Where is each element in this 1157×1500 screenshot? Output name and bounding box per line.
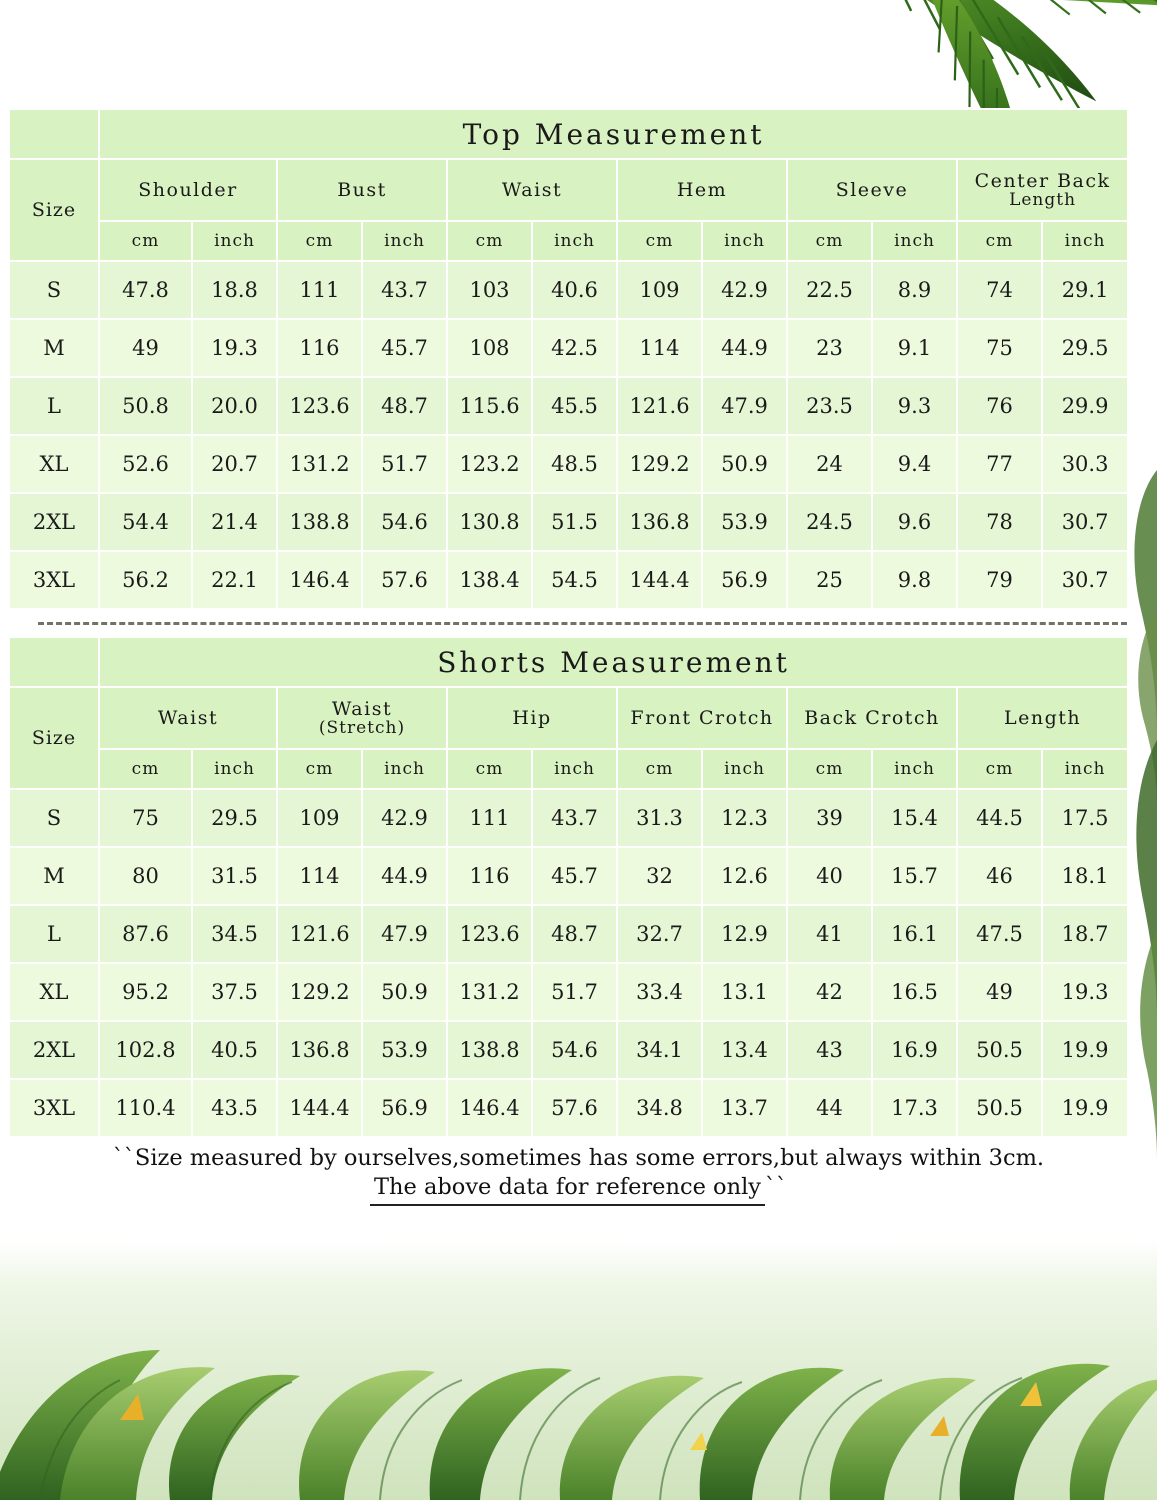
top-cell: 77 (957, 435, 1042, 493)
top-cell: 74 (957, 261, 1042, 319)
shorts-cell: 49 (957, 963, 1042, 1021)
shorts-table-unit-row (9, 749, 1128, 789)
shorts-group-front-crotch: Front Crotch (617, 687, 787, 749)
shorts-cell: 15.7 (872, 847, 957, 905)
top-unit-hem-inch: inch (702, 221, 787, 261)
shorts-cell: 110.4 (99, 1079, 192, 1137)
table-row (9, 789, 1128, 847)
shorts-cell: 57.6 (532, 1079, 617, 1137)
top-measurement-table (8, 108, 1129, 610)
top-unit-sleeve-cm: cm (787, 221, 872, 261)
top-cell: 76 (957, 377, 1042, 435)
shorts-cell: 46 (957, 847, 1042, 905)
footnote-line-1-text: Size measured by ourselves,sometimes has some errors,but always within 3cm. (134, 1145, 1045, 1171)
shorts-cell: 138.8 (447, 1021, 532, 1079)
shorts-cell: 44.9 (362, 847, 447, 905)
shorts-unit-front-crotch-cm: cm (617, 749, 702, 789)
table-row (9, 963, 1128, 1021)
top-group-hem: Hem (617, 159, 787, 221)
top-cell: 40.6 (532, 261, 617, 319)
table-row (9, 319, 1128, 377)
top-cell: 146.4 (277, 551, 362, 609)
shorts-cell: 16.1 (872, 905, 957, 963)
shorts-cell: 31.3 (617, 789, 702, 847)
shorts-measurement-section (0, 636, 1157, 1138)
shorts-cell: 13.1 (702, 963, 787, 1021)
top-cell: 136.8 (617, 493, 702, 551)
shorts-table-corner-blank (9, 637, 99, 687)
table-row (9, 847, 1128, 905)
top-cell: 115.6 (447, 377, 532, 435)
top-cell: 42.9 (702, 261, 787, 319)
top-cell: 56.2 (99, 551, 192, 609)
top-cell: 44.9 (702, 319, 787, 377)
shorts-cell: 123.6 (447, 905, 532, 963)
top-cell: 29.5 (1042, 319, 1128, 377)
top-cell: 54.6 (362, 493, 447, 551)
top-group-shoulder: Shoulder (99, 159, 277, 221)
top-group-center-back-length (957, 159, 1128, 221)
shorts-cell: 12.9 (702, 905, 787, 963)
top-group-sleeve: Sleeve (787, 159, 957, 221)
table-row (9, 551, 1128, 609)
shorts-cell: 34.1 (617, 1021, 702, 1079)
shorts-cell: 44.5 (957, 789, 1042, 847)
top-size-cell: XL (9, 435, 99, 493)
shorts-cell: 50.9 (362, 963, 447, 1021)
shorts-cell: 109 (277, 789, 362, 847)
shorts-cell: 95.2 (99, 963, 192, 1021)
top-cell: 78 (957, 493, 1042, 551)
top-size-cell: M (9, 319, 99, 377)
shorts-size-cell: M (9, 847, 99, 905)
top-cell: 54.5 (532, 551, 617, 609)
top-cell: 111 (277, 261, 362, 319)
table-row (9, 493, 1128, 551)
shorts-cell: 43.7 (532, 789, 617, 847)
shorts-cell: 29.5 (192, 789, 277, 847)
shorts-cell: 34.5 (192, 905, 277, 963)
top-cell: 75 (957, 319, 1042, 377)
top-unit-waist-cm: cm (447, 221, 532, 261)
top-size-cell: 3XL (9, 551, 99, 609)
top-cell: 42.5 (532, 319, 617, 377)
top-cell: 47.8 (99, 261, 192, 319)
top-cell: 131.2 (277, 435, 362, 493)
top-cell: 109 (617, 261, 702, 319)
top-unit-shoulder-inch: inch (192, 221, 277, 261)
top-cell: 144.4 (617, 551, 702, 609)
shorts-cell: 48.7 (532, 905, 617, 963)
top-cell: 22.5 (787, 261, 872, 319)
top-unit-cbl-inch: inch (1042, 221, 1128, 261)
shorts-cell: 16.9 (872, 1021, 957, 1079)
top-cell: 79 (957, 551, 1042, 609)
shorts-unit-back-crotch-inch: inch (872, 749, 957, 789)
top-cell: 9.1 (872, 319, 957, 377)
top-cell: 23.5 (787, 377, 872, 435)
shorts-group-waist-stretch-line1: Waist (331, 698, 393, 721)
top-cell: 57.6 (362, 551, 447, 609)
top-cell: 51.7 (362, 435, 447, 493)
shorts-cell: 131.2 (447, 963, 532, 1021)
top-cell: 49 (99, 319, 192, 377)
top-cell: 53.9 (702, 493, 787, 551)
top-cell: 43.7 (362, 261, 447, 319)
top-cell: 50.9 (702, 435, 787, 493)
shorts-group-waist-stretch-line2: (Stretch) (318, 718, 406, 739)
top-cell: 138.4 (447, 551, 532, 609)
top-cell: 51.5 (532, 493, 617, 551)
shorts-cell: 13.4 (702, 1021, 787, 1079)
top-cell: 24.5 (787, 493, 872, 551)
table-row (9, 1079, 1128, 1137)
shorts-size-header: Size (9, 687, 99, 789)
top-cell: 123.2 (447, 435, 532, 493)
top-cell: 29.9 (1042, 377, 1128, 435)
top-cell: 56.9 (702, 551, 787, 609)
shorts-cell: 40.5 (192, 1021, 277, 1079)
shorts-cell: 43 (787, 1021, 872, 1079)
shorts-unit-waist-cm: cm (99, 749, 192, 789)
top-table-title: Top Measurement (99, 109, 1128, 159)
shorts-size-cell: S (9, 789, 99, 847)
shorts-cell: 17.5 (1042, 789, 1128, 847)
shorts-cell: 37.5 (192, 963, 277, 1021)
top-group-center-back-line1: Center Back (974, 170, 1111, 193)
top-group-center-back-line2: Length (1009, 190, 1077, 211)
section-divider (0, 610, 1157, 636)
top-cell: 25 (787, 551, 872, 609)
top-size-cell: S (9, 261, 99, 319)
shorts-cell: 80 (99, 847, 192, 905)
shorts-unit-front-crotch-inch: inch (702, 749, 787, 789)
footnote-close-quote: `` (765, 1175, 787, 1201)
shorts-cell: 13.7 (702, 1079, 787, 1137)
shorts-cell: 114 (277, 847, 362, 905)
top-cell: 138.8 (277, 493, 362, 551)
shorts-table-group-row (9, 687, 1128, 749)
shorts-cell: 54.6 (532, 1021, 617, 1079)
shorts-group-back-crotch: Back Crotch (787, 687, 957, 749)
top-size-cell: L (9, 377, 99, 435)
top-unit-bust-cm: cm (277, 221, 362, 261)
shorts-cell: 87.6 (99, 905, 192, 963)
shorts-cell: 19.9 (1042, 1079, 1128, 1137)
top-group-bust: Bust (277, 159, 447, 221)
top-cell: 9.6 (872, 493, 957, 551)
shorts-cell: 45.7 (532, 847, 617, 905)
shorts-cell: 129.2 (277, 963, 362, 1021)
top-unit-waist-inch: inch (532, 221, 617, 261)
shorts-group-waist-stretch (277, 687, 447, 749)
top-unit-shoulder-cm: cm (99, 221, 192, 261)
shorts-cell: 47.5 (957, 905, 1042, 963)
top-table-group-row (9, 159, 1128, 221)
top-cell: 114 (617, 319, 702, 377)
shorts-unit-hip-inch: inch (532, 749, 617, 789)
shorts-cell: 34.8 (617, 1079, 702, 1137)
shorts-cell: 50.5 (957, 1021, 1042, 1079)
shorts-cell: 50.5 (957, 1079, 1042, 1137)
top-cell: 116 (277, 319, 362, 377)
shorts-cell: 19.3 (1042, 963, 1128, 1021)
top-cell: 9.4 (872, 435, 957, 493)
shorts-cell: 51.7 (532, 963, 617, 1021)
table-row (9, 905, 1128, 963)
shorts-cell: 12.3 (702, 789, 787, 847)
footnote-line-2-text: The above data for reference only (370, 1173, 765, 1206)
shorts-measurement-table (8, 636, 1129, 1138)
top-cell: 123.6 (277, 377, 362, 435)
tropical-plants-decoration (0, 1240, 1157, 1500)
shorts-cell: 18.1 (1042, 847, 1128, 905)
shorts-cell: 17.3 (872, 1079, 957, 1137)
shorts-table-title-row (9, 637, 1128, 687)
shorts-cell: 56.9 (362, 1079, 447, 1137)
top-unit-sleeve-inch: inch (872, 221, 957, 261)
shorts-cell: 75 (99, 789, 192, 847)
shorts-cell: 111 (447, 789, 532, 847)
top-cell: 29.1 (1042, 261, 1128, 319)
top-unit-cbl-cm: cm (957, 221, 1042, 261)
top-cell: 20.7 (192, 435, 277, 493)
shorts-cell: 41 (787, 905, 872, 963)
top-cell: 23 (787, 319, 872, 377)
top-cell: 103 (447, 261, 532, 319)
top-cell: 130.8 (447, 493, 532, 551)
table-row (9, 435, 1128, 493)
top-cell: 121.6 (617, 377, 702, 435)
shorts-size-cell: L (9, 905, 99, 963)
shorts-size-cell: 3XL (9, 1079, 99, 1137)
shorts-cell: 47.9 (362, 905, 447, 963)
shorts-cell: 31.5 (192, 847, 277, 905)
top-size-header: Size (9, 159, 99, 261)
top-cell: 54.4 (99, 493, 192, 551)
shorts-size-cell: XL (9, 963, 99, 1021)
top-cell: 48.5 (532, 435, 617, 493)
top-cell: 24 (787, 435, 872, 493)
top-cell: 108 (447, 319, 532, 377)
top-cell: 18.8 (192, 261, 277, 319)
top-cell: 21.4 (192, 493, 277, 551)
shorts-cell: 144.4 (277, 1079, 362, 1137)
table-row (9, 377, 1128, 435)
top-cell: 50.8 (99, 377, 192, 435)
shorts-unit-waist-inch: inch (192, 749, 277, 789)
shorts-cell: 44 (787, 1079, 872, 1137)
shorts-cell: 19.9 (1042, 1021, 1128, 1079)
top-group-waist: Waist (447, 159, 617, 221)
shorts-cell: 15.4 (872, 789, 957, 847)
footnote (0, 1144, 1157, 1206)
shorts-cell: 39 (787, 789, 872, 847)
shorts-cell: 16.5 (872, 963, 957, 1021)
top-unit-hem-cm: cm (617, 221, 702, 261)
top-size-cell: 2XL (9, 493, 99, 551)
shorts-size-cell: 2XL (9, 1021, 99, 1079)
top-table-title-row (9, 109, 1128, 159)
shorts-cell: 40 (787, 847, 872, 905)
top-cell: 22.1 (192, 551, 277, 609)
table-row (9, 261, 1128, 319)
shorts-cell: 18.7 (1042, 905, 1128, 963)
table-row (9, 1021, 1128, 1079)
footnote-line-2-wrap (0, 1173, 1157, 1206)
top-cell: 47.9 (702, 377, 787, 435)
shorts-cell: 116 (447, 847, 532, 905)
top-cell: 20.0 (192, 377, 277, 435)
top-cell: 9.8 (872, 551, 957, 609)
shorts-unit-hip-cm: cm (447, 749, 532, 789)
top-cell: 8.9 (872, 261, 957, 319)
shorts-cell: 53.9 (362, 1021, 447, 1079)
top-cell: 129.2 (617, 435, 702, 493)
shorts-cell: 43.5 (192, 1079, 277, 1137)
top-cell: 9.3 (872, 377, 957, 435)
shorts-cell: 121.6 (277, 905, 362, 963)
shorts-cell: 146.4 (447, 1079, 532, 1137)
top-table-unit-row (9, 221, 1128, 261)
shorts-cell: 42 (787, 963, 872, 1021)
top-cell: 45.5 (532, 377, 617, 435)
top-cell: 30.7 (1042, 551, 1128, 609)
shorts-table-title: Shorts Measurement (99, 637, 1128, 687)
top-cell: 48.7 (362, 377, 447, 435)
footnote-line-1 (0, 1144, 1157, 1173)
shorts-unit-back-crotch-cm: cm (787, 749, 872, 789)
footnote-open-quote: `` (112, 1146, 135, 1171)
shorts-unit-waist-stretch-cm: cm (277, 749, 362, 789)
shorts-cell: 12.6 (702, 847, 787, 905)
top-measurement-section (0, 0, 1157, 610)
shorts-unit-waist-stretch-inch: inch (362, 749, 447, 789)
top-table-corner-blank (9, 109, 99, 159)
shorts-cell: 102.8 (99, 1021, 192, 1079)
shorts-unit-length-inch: inch (1042, 749, 1128, 789)
shorts-cell: 136.8 (277, 1021, 362, 1079)
shorts-cell: 32 (617, 847, 702, 905)
shorts-group-hip: Hip (447, 687, 617, 749)
top-cell: 45.7 (362, 319, 447, 377)
top-cell: 30.3 (1042, 435, 1128, 493)
shorts-cell: 33.4 (617, 963, 702, 1021)
shorts-cell: 42.9 (362, 789, 447, 847)
shorts-group-length: Length (957, 687, 1128, 749)
top-cell: 19.3 (192, 319, 277, 377)
top-cell: 52.6 (99, 435, 192, 493)
top-unit-bust-inch: inch (362, 221, 447, 261)
shorts-cell: 32.7 (617, 905, 702, 963)
shorts-unit-length-cm: cm (957, 749, 1042, 789)
top-cell: 30.7 (1042, 493, 1128, 551)
shorts-group-waist: Waist (99, 687, 277, 749)
